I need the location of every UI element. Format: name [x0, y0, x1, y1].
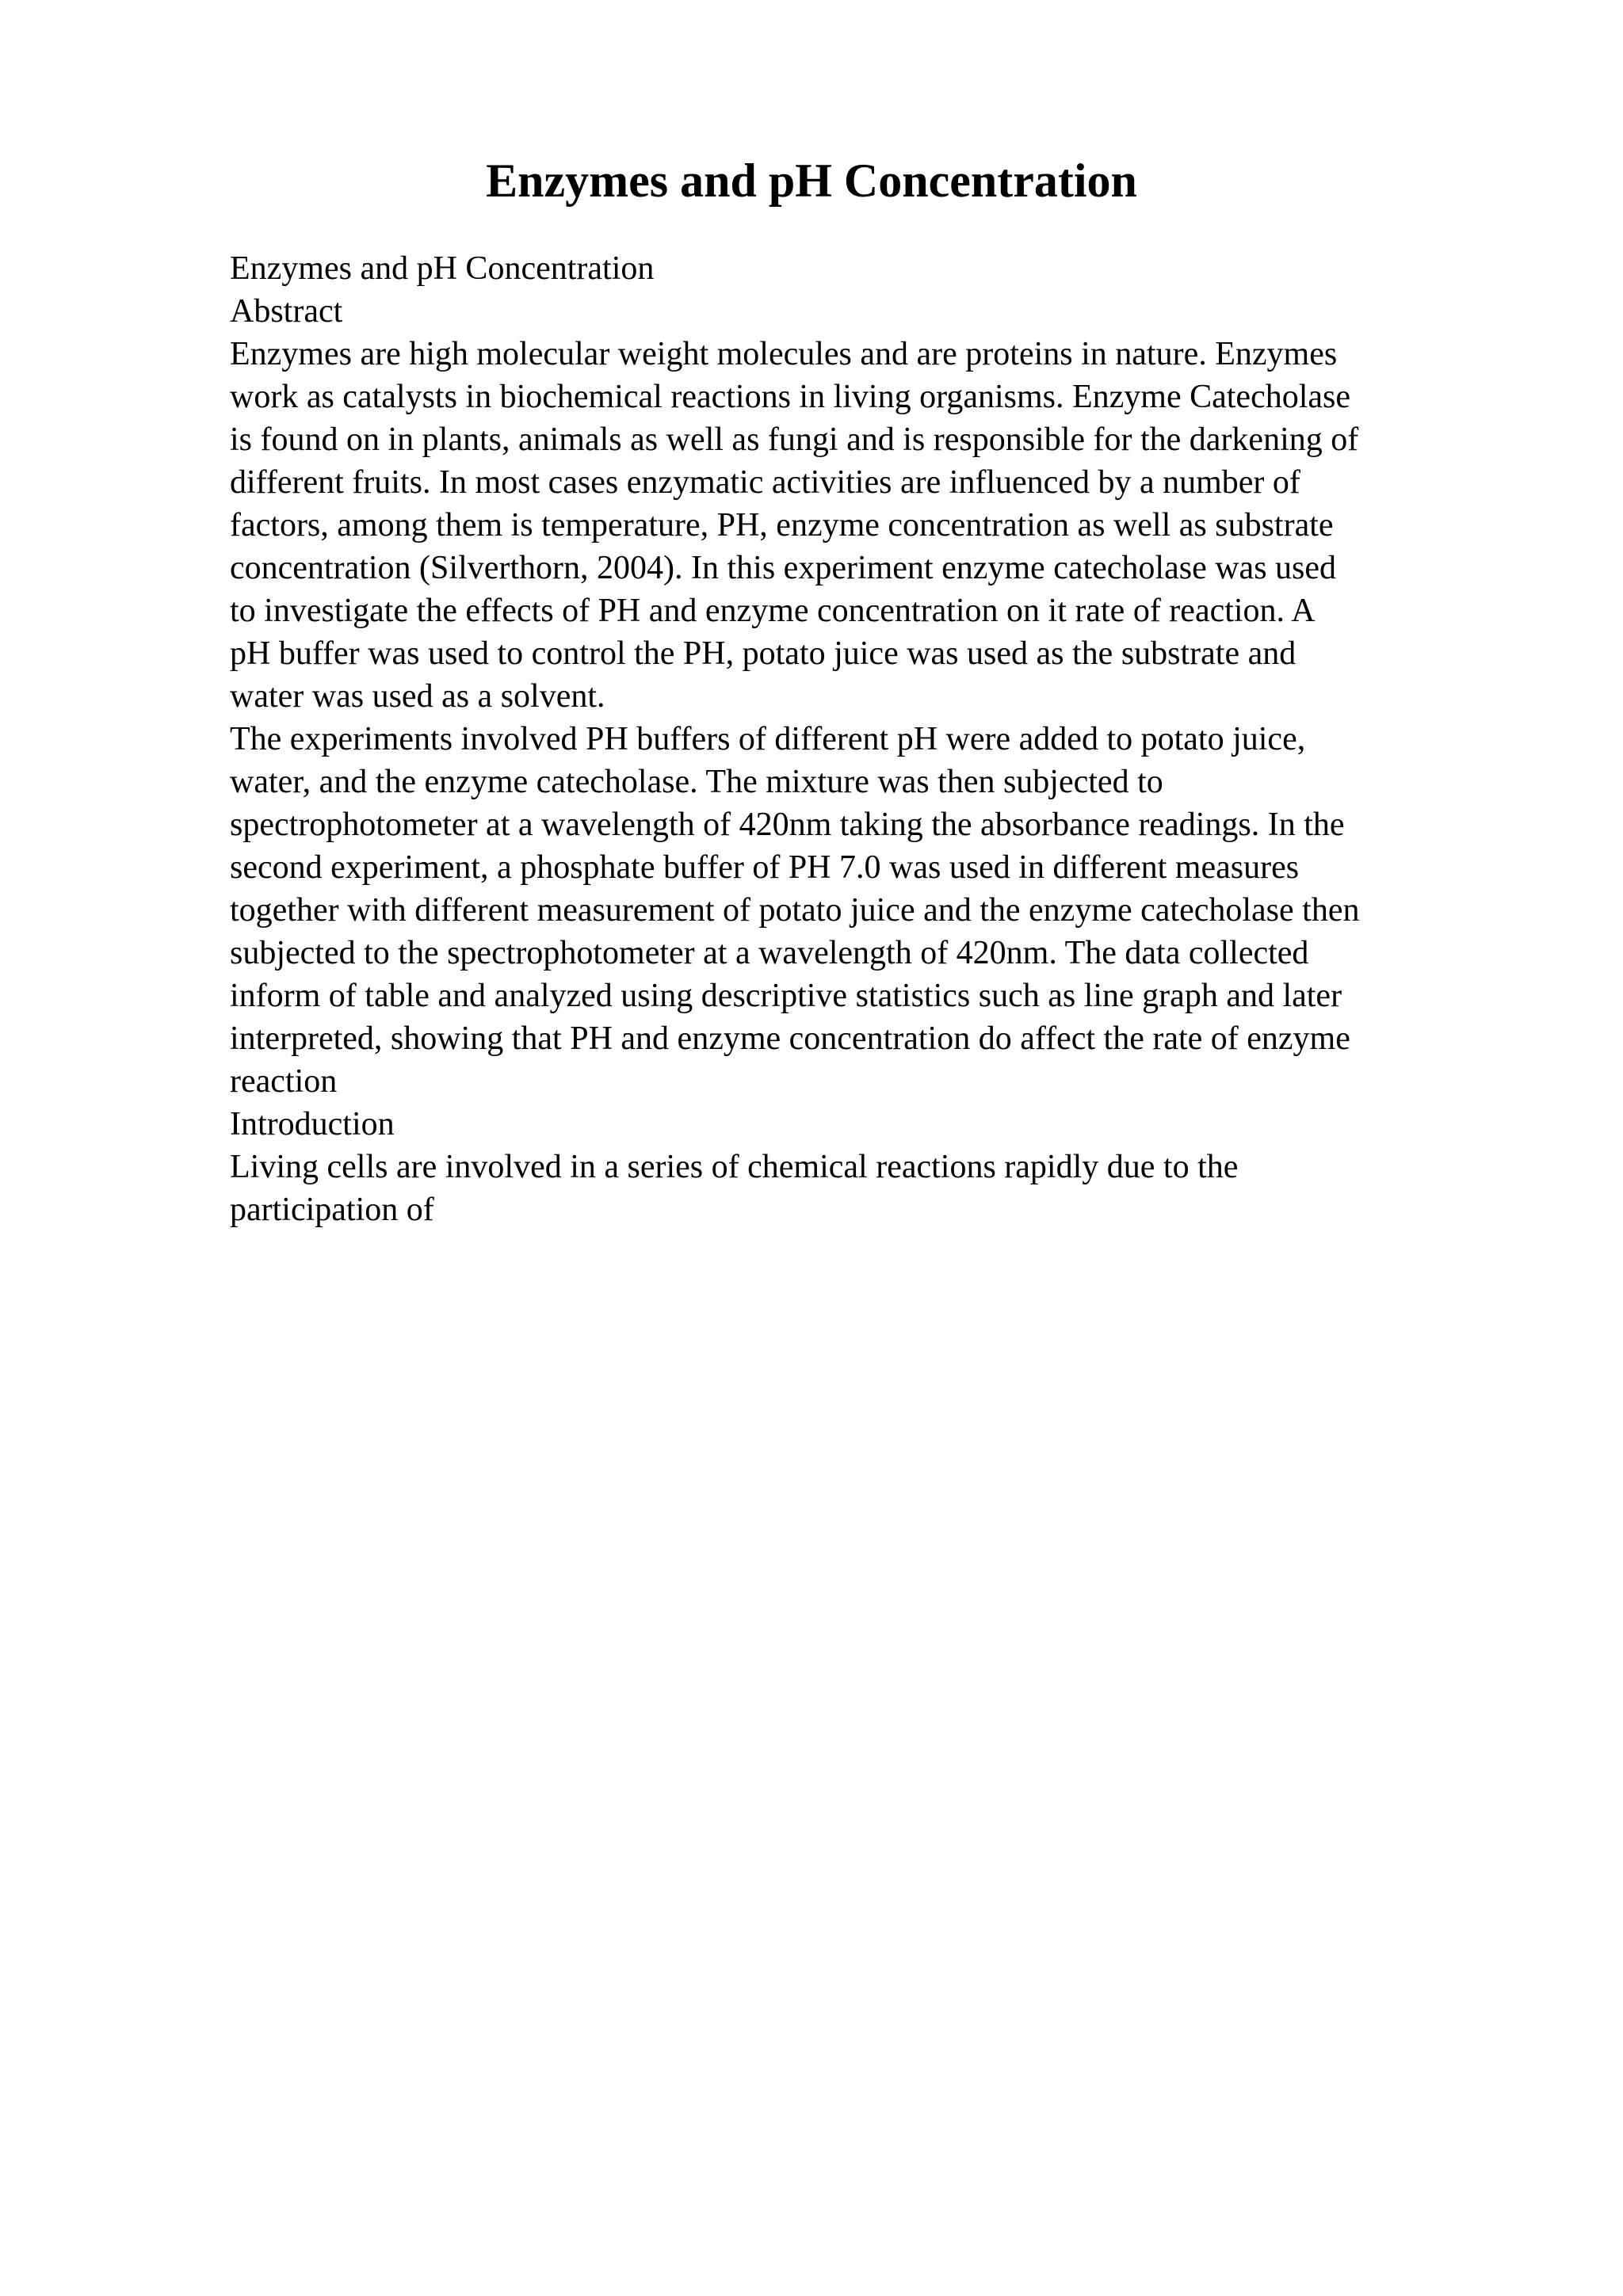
abstract-line: concentration (Silverthorn, 2004). In this experiment enzyme catecholase was used — [230, 550, 1337, 586]
abstract-line: spectrophotometer at a wavelength of 420nm taking the absorbance readings. In the — [230, 807, 1345, 843]
abstract-line: Enzymes are high molecular weight molecules and are proteins in nature. Enzymes — [230, 336, 1338, 372]
introduction-line: Living cells are involved in a series of chemical reactions rapidly due to the — [230, 1149, 1239, 1185]
abstract-line: together with different measurement of potato juice and the enzyme catecholase then — [230, 892, 1360, 929]
abstract-line: water was used as a solvent. — [230, 678, 605, 715]
document-body — [230, 247, 1498, 1231]
abstract-line: reaction — [230, 1063, 338, 1100]
section-heading-abstract: Abstract — [230, 293, 343, 330]
abstract-line: factors, among them is temperature, PH, enzyme concentration as well as substrate — [230, 507, 1334, 543]
document-title: Enzymes and pH Concentration — [486, 154, 1137, 207]
section-heading-introduction: Introduction — [230, 1106, 395, 1142]
introduction-line: participation of — [230, 1192, 434, 1228]
abstract-line: water, and the enzyme catecholase. The mixture was then subjected to — [230, 764, 1163, 800]
abstract-line: is found on in plants, animals as well as fungi and is responsible for the darkening of — [230, 421, 1359, 458]
abstract-line: work as catalysts in biochemical reactions in living organisms. Enzyme Catecholase — [230, 379, 1351, 415]
abstract-line: pH buffer was used to control the PH, potato juice was used as the substrate and — [230, 635, 1296, 672]
abstract-line: to investigate the effects of PH and enzyme concentration on it rate of reaction. A — [230, 593, 1316, 629]
abstract-line: inform of table and analyzed using descriptive statistics such as line graph and later — [230, 978, 1342, 1014]
abstract-line: different fruits. In most cases enzymatic activities are influenced by a number of — [230, 464, 1300, 501]
abstract-line: subjected to the spectrophotometer at a wavelength of 420nm. The data collected — [230, 935, 1309, 971]
abstract-line: The experiments involved PH buffers of different pH were added to potato juice, — [230, 721, 1306, 757]
abstract-line: second experiment, a phosphate buffer of PH 7.0 was used in different measures — [230, 849, 1300, 886]
abstract-line: interpreted, showing that PH and enzyme concentration do affect the rate of enzyme — [230, 1020, 1350, 1057]
subtitle-line: Enzymes and pH Concentration — [230, 250, 655, 287]
